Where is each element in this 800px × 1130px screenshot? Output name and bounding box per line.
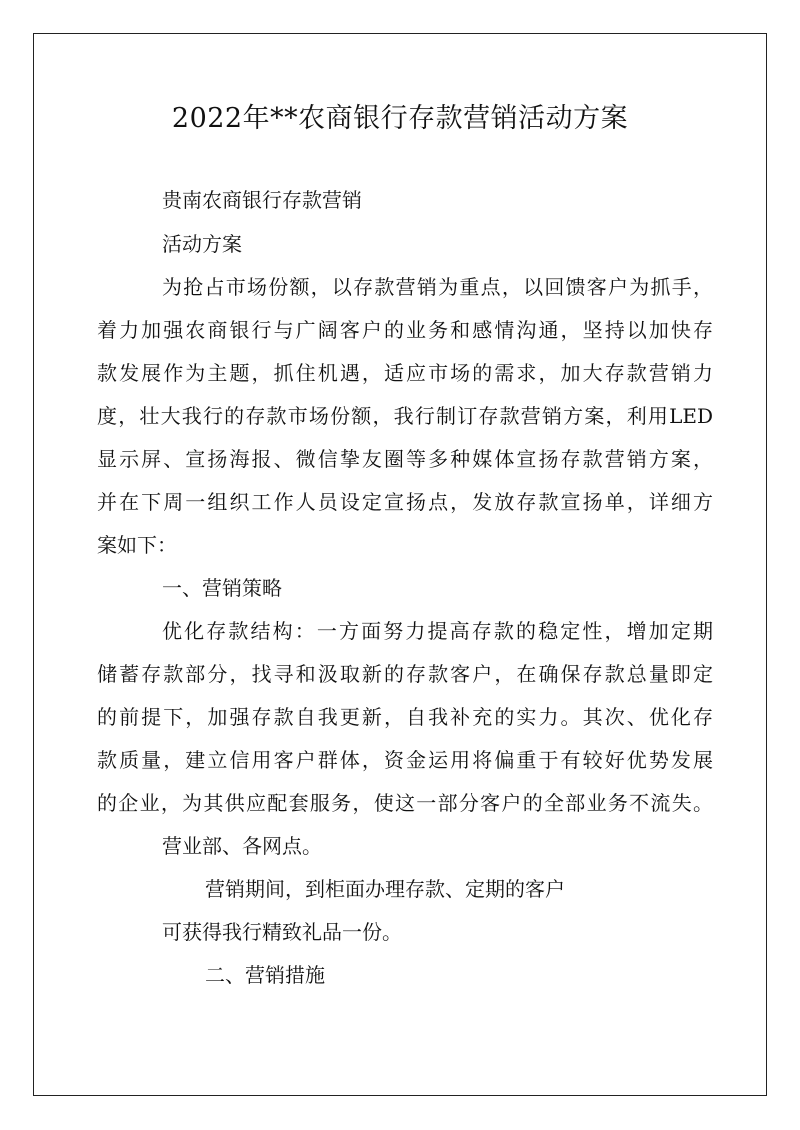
text-line-14: 款质量，建立信用客户群体，资金运用将偏重于有较好优势发展 <box>97 748 713 772</box>
text-line-11: 优化存款结构：一方面努力提高存款的稳定性，增加定期 <box>162 619 713 643</box>
text-line-6: 度，壮大我行的存款市场份额，我行制订存款营销方案，利用LED <box>97 404 713 428</box>
text-line-7: 显示屏、宣扬海报、微信挚友圈等多种媒体宣扬存款营销方案， <box>97 447 713 471</box>
text-line-15: 的企业，为其供应配套服务，使这一部分客户的全部业务不流失。 <box>97 791 713 815</box>
text-line-1: 贵南农商银行存款营销 <box>162 188 362 212</box>
text-line-12: 储蓄存款部分，找寻和汲取新的存款客户，在确保存款总量即定 <box>97 662 713 686</box>
text-line-13: 的前提下，加强存款自我更新，自我补充的实力。其次、优化存 <box>97 705 713 729</box>
text-line-4: 着力加强农商银行与广阔客户的业务和感情沟通，坚持以加快存 <box>97 318 713 342</box>
text-line-18: 可获得我行精致礼品一份。 <box>162 920 402 944</box>
text-line-9: 案如下： <box>97 533 177 557</box>
text-line-5: 款发展作为主题，抓住机遇，适应市场的需求，加大存款营销力 <box>97 361 713 385</box>
text-line-17: 营销期间，到柜面办理存款、定期的客户 <box>205 877 565 901</box>
section-heading-2: 二、营销措施 <box>205 963 325 987</box>
document-title: 2022年**农商银行存款营销活动方案 <box>171 103 629 134</box>
text-line-8: 并在下周一组织工作人员设定宣扬点，发放存款宣扬单，详细方 <box>97 490 713 514</box>
text-line-3: 为抢占市场份额，以存款营销为重点，以回馈客户为抓手， <box>162 275 713 299</box>
section-heading-1: 一、营销策略 <box>162 576 282 600</box>
text-line-2: 活动方案 <box>162 232 242 256</box>
text-line-16: 营业部、各网点。 <box>162 834 322 858</box>
